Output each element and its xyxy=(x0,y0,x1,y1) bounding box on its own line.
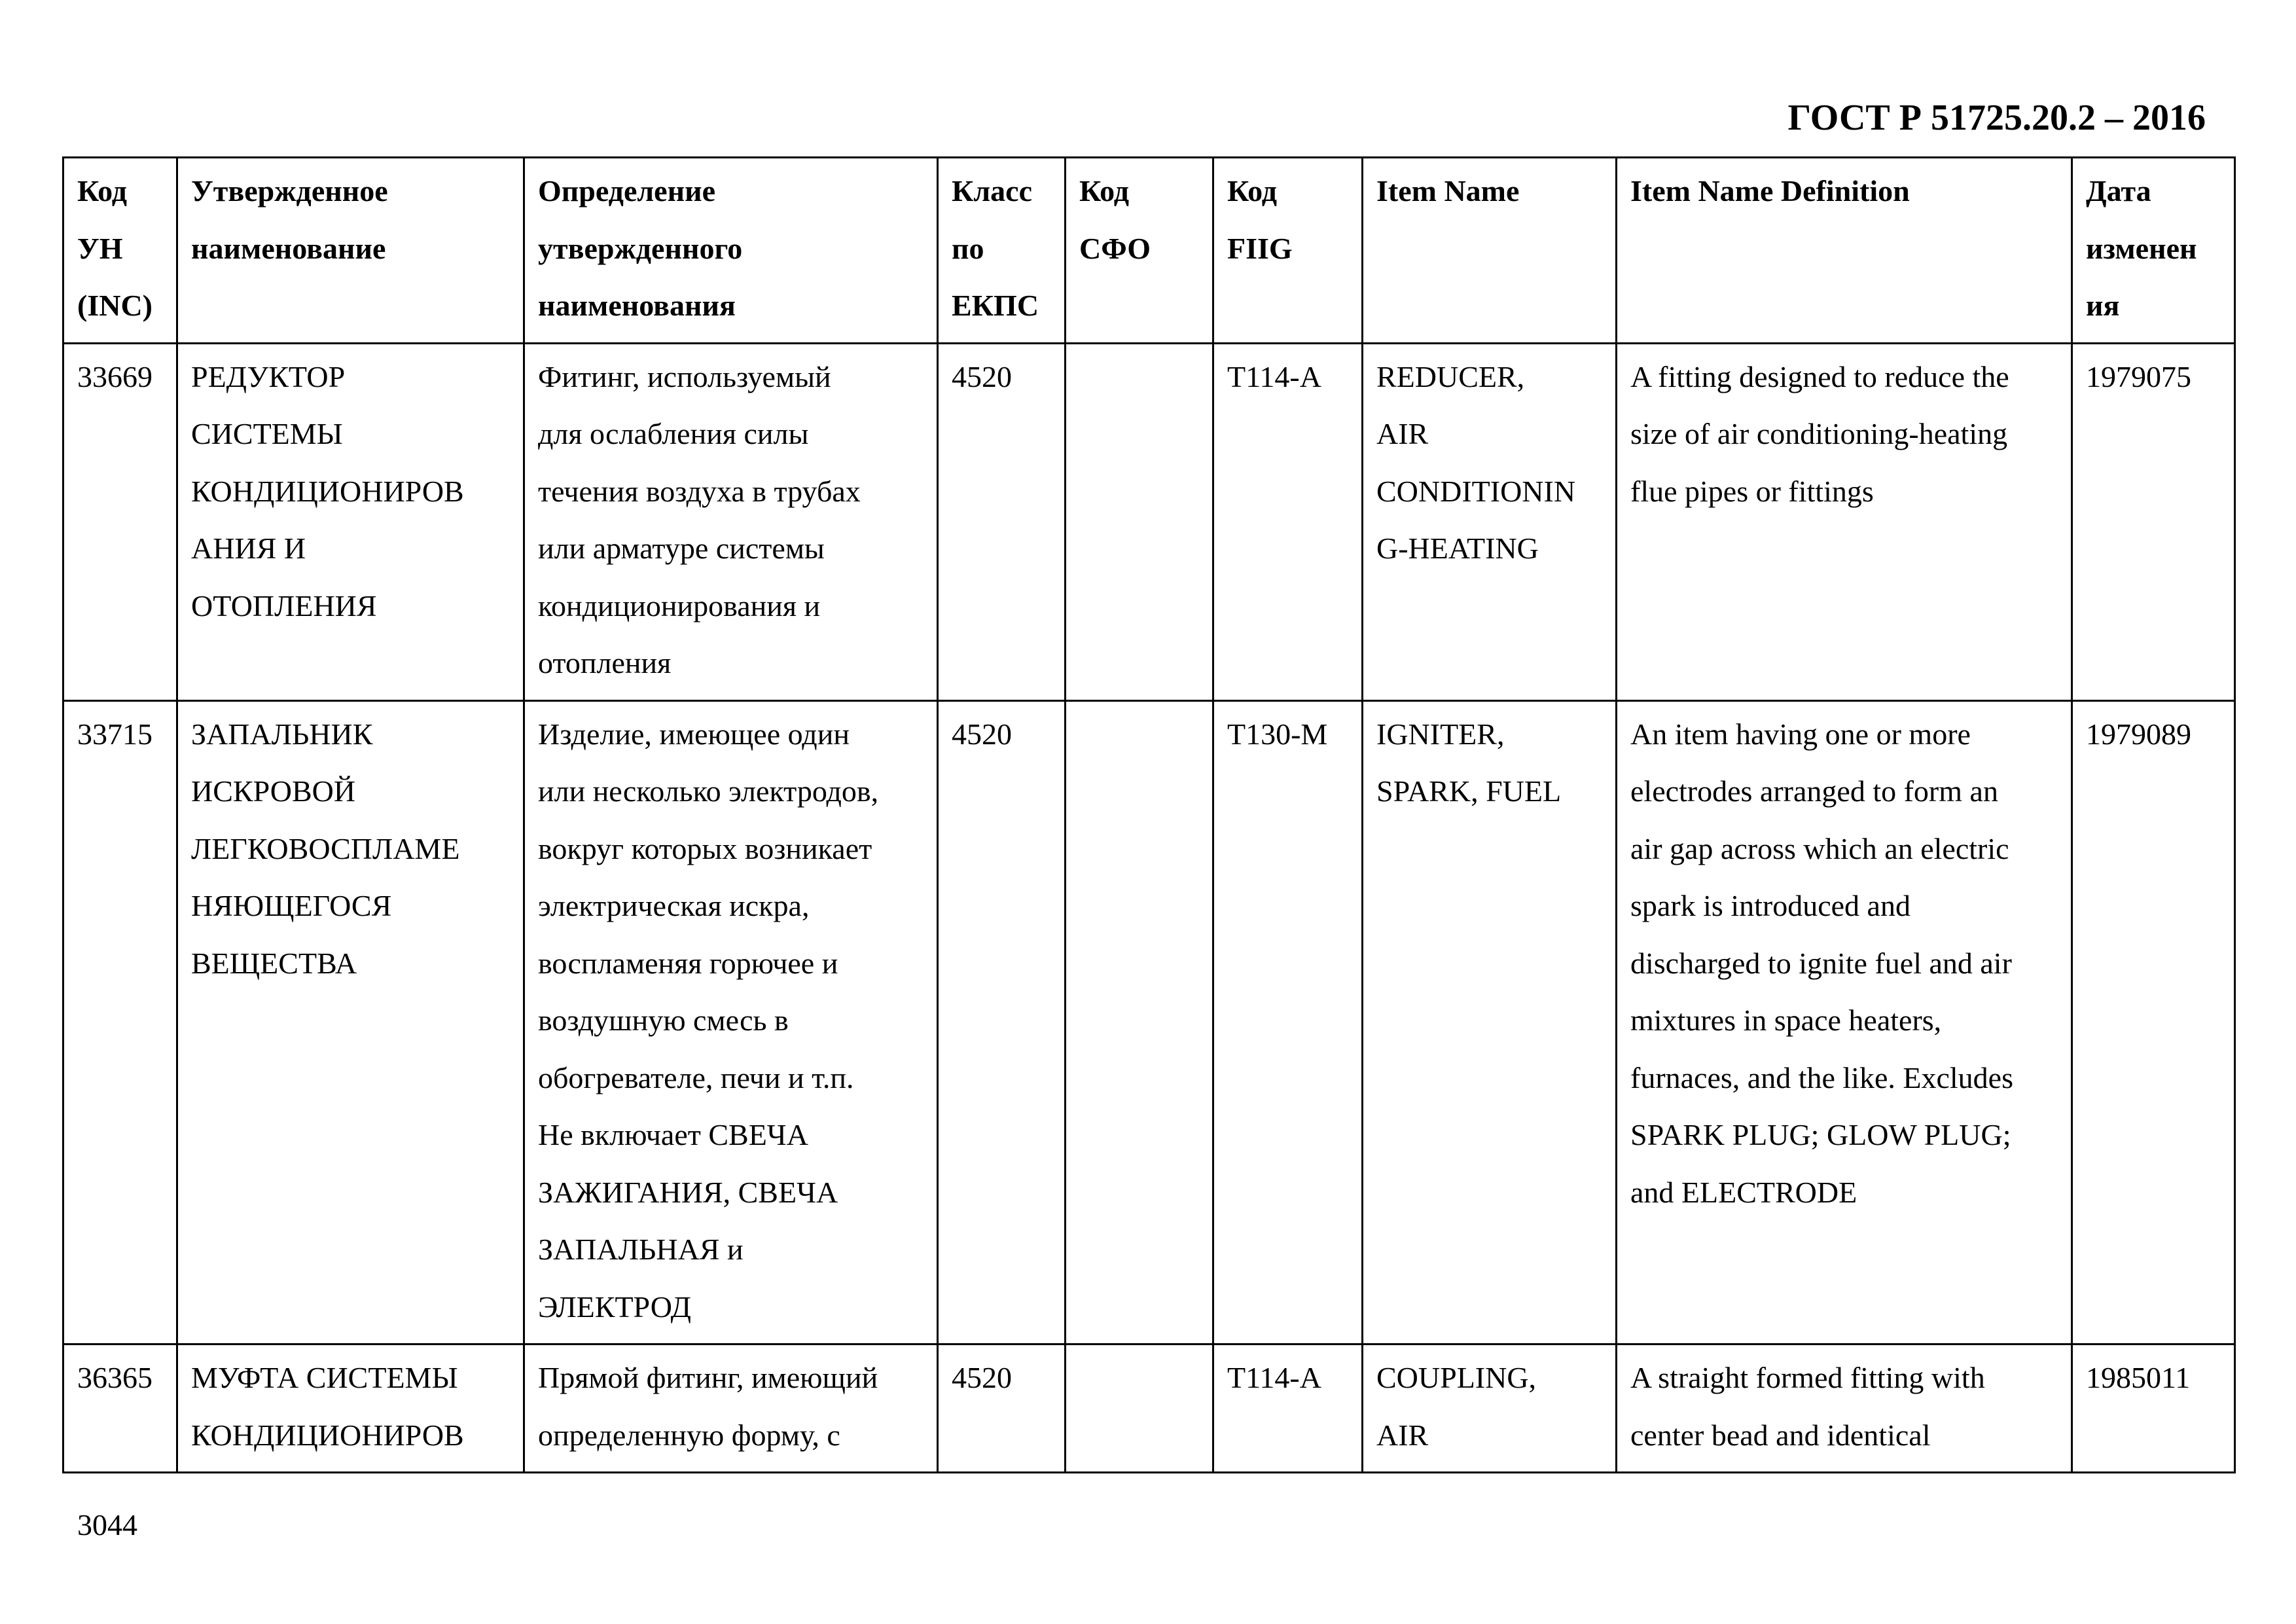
page-number: 3044 xyxy=(77,1508,137,1542)
column-header-definition: Определение утвержденного наименования xyxy=(524,158,938,344)
column-header-sfo: Код СФО xyxy=(1066,158,1213,344)
cell-inc: 33669 xyxy=(63,343,177,700)
item-name-table xyxy=(62,156,2236,1473)
cell-class: 4520 xyxy=(938,343,1066,700)
cell-definition: Фитинг, используемый для ослабления силы течения воздуха в трубах или арматуре системы кондиционирования и отопления xyxy=(524,343,938,700)
cell-item-name-definition: A fitting designed to reduce the size of air conditioning-heating flue pipes or fittings xyxy=(1617,343,2072,700)
column-header-fiig: Код FIIG xyxy=(1213,158,1363,344)
cell-definition: Изделие, имеющее один или несколько электродов, вокруг которых возникает электрическая искра, воспламеняя горючее и воздушную смесь в обогревателе, печи и т.п. Не включает СВЕЧА ЗАЖИГАНИЯ, СВЕЧА ЗАПАЛЬНАЯ и ЭЛЕКТРОД xyxy=(524,700,938,1344)
cell-approved-name: РЕДУКТОР СИСТЕМЫ КОНДИЦИОНИРОВ АНИЯ И ОТОПЛЕНИЯ xyxy=(177,343,524,700)
cell-item-name: COUPLING, AIR xyxy=(1363,1344,1617,1473)
cell-sfo xyxy=(1066,700,1213,1344)
cell-class: 4520 xyxy=(938,1344,1066,1473)
cell-approved-name: МУФТА СИСТЕМЫ КОНДИЦИОНИРОВ xyxy=(177,1344,524,1473)
cell-item-name-definition: A straight formed fitting with center bead and identical xyxy=(1617,1344,2072,1473)
column-header-class: Класс по ЕКПС xyxy=(938,158,1066,344)
cell-inc: 36365 xyxy=(63,1344,177,1473)
cell-change-date: 1979075 xyxy=(2072,343,2235,700)
column-header-inc: Код УН (INC) xyxy=(63,158,177,344)
cell-item-name: REDUCER, AIR CONDITIONIN G-HEATING xyxy=(1363,343,1617,700)
cell-change-date: 1979089 xyxy=(2072,700,2235,1344)
cell-approved-name: ЗАПАЛЬНИК ИСКРОВОЙ ЛЕГКОВОСПЛАМЕ НЯЮЩЕГОСЯ ВЕЩЕСТВА xyxy=(177,700,524,1344)
column-header-approved-name: Утвержденное наименование xyxy=(177,158,524,344)
cell-sfo xyxy=(1066,1344,1213,1473)
cell-fiig: T114-A xyxy=(1213,343,1363,700)
cell-class: 4520 xyxy=(938,700,1066,1344)
cell-sfo xyxy=(1066,343,1213,700)
column-header-item-name: Item Name xyxy=(1363,158,1617,344)
column-header-change-date: Дата изменен ия xyxy=(2072,158,2235,344)
cell-definition: Прямой фитинг, имеющий определенную форму, с xyxy=(524,1344,938,1473)
cell-item-name: IGNITER, SPARK, FUEL xyxy=(1363,700,1617,1344)
cell-inc: 33715 xyxy=(63,700,177,1344)
cell-fiig: T114-A xyxy=(1213,1344,1363,1473)
column-header-item-name-definition: Item Name Definition xyxy=(1617,158,2072,344)
table-header-row xyxy=(63,158,2235,344)
table-row xyxy=(63,700,2235,1344)
table-row xyxy=(63,1344,2235,1473)
document-standard-code: ГОСТ Р 51725.20.2 – 2016 xyxy=(1787,98,2206,138)
table-row xyxy=(63,343,2235,700)
cell-fiig: T130-M xyxy=(1213,700,1363,1344)
cell-item-name-definition: An item having one or more electrodes arranged to form an air gap across which an electric spark is introduced and discharged to ignite fuel and air mixtures in space heaters, furnaces, and the like. Excludes SPARK PLUG; GLOW PLUG; and ELECTRODE xyxy=(1617,700,2072,1344)
cell-change-date: 1985011 xyxy=(2072,1344,2235,1473)
